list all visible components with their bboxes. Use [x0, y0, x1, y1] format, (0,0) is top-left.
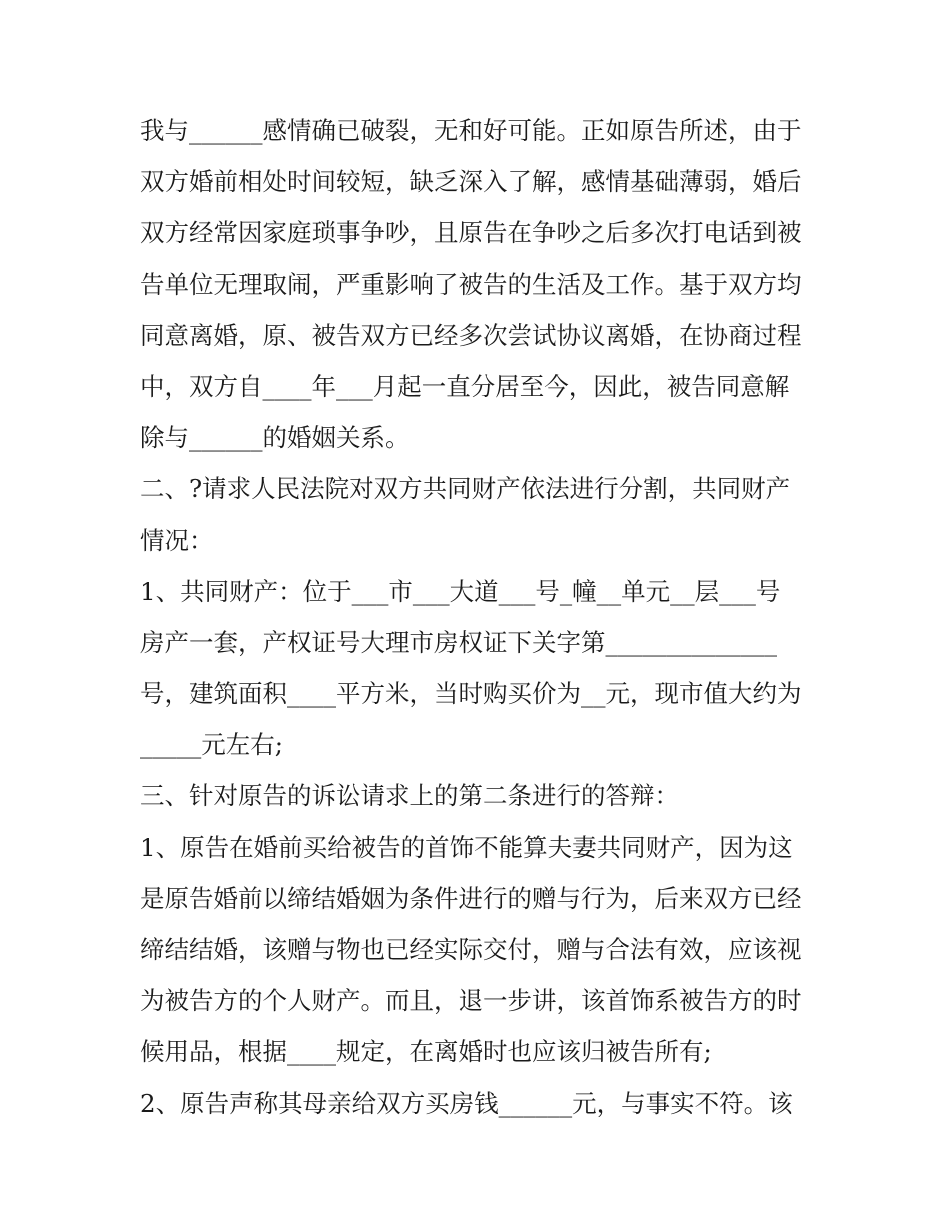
- list-item: 1、原告在婚前买给被告的首饰不能算夫妻共同财产，因为这: [140, 832, 793, 862]
- text-line: 号，建筑面积____平方米，当时购买价为__元，现市值大约为: [140, 679, 802, 709]
- text-line: 情况：: [140, 525, 214, 555]
- text-line: 告单位无理取闹，严重影响了被告的生活及工作。基于双方均: [140, 269, 802, 299]
- list-item: 1、共同财产：位于___市___大道___号_幢__单元__层___号: [140, 576, 781, 606]
- text-line: 双方经常因家庭琐事争吵，且原告在争吵之后多次打电话到被: [140, 218, 802, 248]
- list-item: 2、原告声称其母亲给双方买房钱______元，与事实不符。该: [140, 1088, 793, 1118]
- text-line: 为被告方的个人财产。而且，退一步讲，该首饰系被告方的时: [140, 986, 802, 1016]
- text-line: 我与______感情确已破裂，无和好可能。正如原告所述，由于: [140, 116, 802, 145]
- text-line: 是原告婚前以缔结婚姻为条件进行的赠与行为，后来双方已经: [140, 883, 802, 913]
- text-line: 双方婚前相处时间较短，缺乏深入了解，感情基础薄弱，婚后: [140, 167, 802, 197]
- text-line: 缔结结婚，该赠与物也已经实际交付，赠与合法有效，应该视: [140, 935, 802, 964]
- text-line: 除与______的婚姻关系。: [140, 423, 410, 453]
- document-body: [140, 105, 820, 1129]
- text-line: _____元左右;: [140, 730, 284, 760]
- text-line: 同意离婚，原、被告双方已经多次尝试协议离婚，在协商过程: [140, 320, 802, 350]
- text-line: 房产一套，产权证号大理市房权证下关字第______________: [140, 627, 777, 657]
- section-heading: 二、?请求人民法院对双方共同财产依法进行分割，共同财产: [140, 474, 791, 504]
- text-line: 中，双方自____年___月起一直分居至今，因此，被告同意解: [140, 371, 790, 401]
- text-line: 候用品，根据____规定，在离婚时也应该归被告所有;: [140, 1037, 712, 1067]
- section-heading: 三、针对原告的诉讼请求上的第二条进行的答辩：: [140, 781, 679, 811]
